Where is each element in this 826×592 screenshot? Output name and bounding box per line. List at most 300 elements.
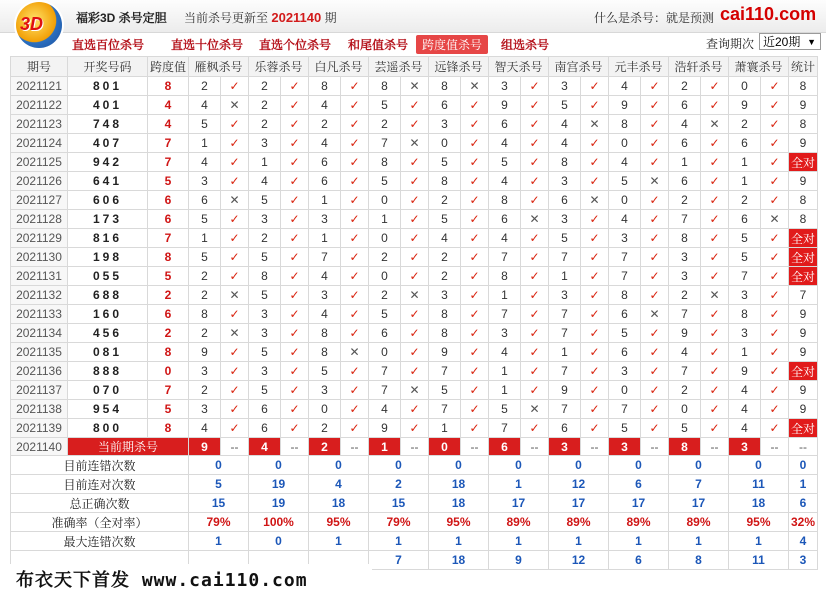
cross-icon: ✕ xyxy=(641,172,669,191)
current-kill-value: 8 xyxy=(669,438,701,456)
kill-number-cell: 3 xyxy=(669,267,701,286)
column-header-5: 白凡杀号 xyxy=(309,57,369,77)
cross-icon: ✕ xyxy=(701,115,729,134)
draw-number-cell: 401 xyxy=(68,96,148,115)
correct-count-cell: 9 xyxy=(789,400,818,419)
kill-number-cell: 1 xyxy=(249,153,281,172)
current-kill-value: 3 xyxy=(609,438,641,456)
span-value-cell: 8 xyxy=(148,343,189,362)
pending-dash: -- xyxy=(521,438,549,456)
check-icon: ✓ xyxy=(581,362,609,381)
draw-number-cell: 942 xyxy=(68,153,148,172)
check-icon: ✓ xyxy=(401,362,429,381)
summary-value: 1 xyxy=(369,532,429,551)
check-icon: ✓ xyxy=(401,324,429,343)
current-kill-value: 6 xyxy=(489,438,521,456)
draw-number-cell: 160 xyxy=(68,305,148,324)
kill-number-cell: 3 xyxy=(549,286,581,305)
kill-number-cell: 3 xyxy=(189,362,221,381)
summary-row xyxy=(11,494,818,513)
period-cell: 2021126 xyxy=(11,172,68,191)
summary-total: 4 xyxy=(789,532,818,551)
check-icon: ✓ xyxy=(401,343,429,362)
summary-total: 6 xyxy=(789,494,818,513)
summary-row xyxy=(11,532,818,551)
kill-number-cell: 8 xyxy=(429,324,461,343)
summary-value: 15 xyxy=(369,494,429,513)
tab-4[interactable]: 跨度值杀号 xyxy=(416,35,488,54)
kill-number-cell: 2 xyxy=(309,419,341,438)
pending-dash: -- xyxy=(341,438,369,456)
tab-3[interactable]: 和尾值杀号 xyxy=(348,38,409,52)
kill-number-cell: 7 xyxy=(609,400,641,419)
check-icon: ✓ xyxy=(401,153,429,172)
check-icon: ✓ xyxy=(341,229,369,248)
table-row xyxy=(11,77,818,96)
kill-number-cell: 7 xyxy=(549,400,581,419)
check-icon: ✓ xyxy=(221,267,249,286)
draw-number-cell: 800 xyxy=(68,419,148,438)
summary-value: 0 xyxy=(549,456,609,475)
kill-number-cell: 2 xyxy=(189,324,221,343)
kill-number-cell: 4 xyxy=(369,400,401,419)
kill-number-cell: 8 xyxy=(669,229,701,248)
period-select[interactable] xyxy=(759,33,821,50)
summary-value: 0 xyxy=(189,456,249,475)
kill-number-cell: 9 xyxy=(429,343,461,362)
summary-value: 89% xyxy=(489,513,549,532)
kill-number-cell: 3 xyxy=(549,77,581,96)
pending-dash: -- xyxy=(281,438,309,456)
summary-value: 17 xyxy=(489,494,549,513)
check-icon: ✓ xyxy=(401,419,429,438)
kill-number-cell: 5 xyxy=(249,248,281,267)
kill-number-cell: 6 xyxy=(369,324,401,343)
summary-row xyxy=(11,513,818,532)
table-row xyxy=(11,210,818,229)
summary-value: 95% xyxy=(729,513,789,532)
check-icon: ✓ xyxy=(461,248,489,267)
check-icon: ✓ xyxy=(521,267,549,286)
kill-number-cell: 8 xyxy=(609,115,641,134)
draw-number-cell: 055 xyxy=(68,267,148,286)
check-icon: ✓ xyxy=(641,286,669,305)
check-icon: ✓ xyxy=(641,153,669,172)
kill-number-cell: 7 xyxy=(309,248,341,267)
kill-number-cell: 6 xyxy=(669,134,701,153)
draw-number-cell: 407 xyxy=(68,134,148,153)
correct-count-cell: 9 xyxy=(789,96,818,115)
kill-number-cell: 1 xyxy=(489,381,521,400)
column-header-9: 南宫杀号 xyxy=(549,57,609,77)
kill-number-cell: 2 xyxy=(249,96,281,115)
pending-dash: -- xyxy=(701,438,729,456)
cross-icon: ✕ xyxy=(401,134,429,153)
check-icon: ✓ xyxy=(341,77,369,96)
pending-dash: -- xyxy=(401,438,429,456)
correct-count-cell: 8 xyxy=(789,115,818,134)
summary-value: 12 xyxy=(549,475,609,494)
period-cell: 2021128 xyxy=(11,210,68,229)
check-icon: ✓ xyxy=(281,305,309,324)
update-info xyxy=(184,9,337,26)
check-icon: ✓ xyxy=(521,324,549,343)
kill-number-cell: 4 xyxy=(609,153,641,172)
check-icon: ✓ xyxy=(581,286,609,305)
period-cell: 2021137 xyxy=(11,381,68,400)
kill-number-cell: 5 xyxy=(549,229,581,248)
check-icon: ✓ xyxy=(341,305,369,324)
kill-number-cell: 0 xyxy=(369,343,401,362)
draw-number-cell: 748 xyxy=(68,115,148,134)
check-icon: ✓ xyxy=(281,267,309,286)
check-icon: ✓ xyxy=(401,229,429,248)
summary-value: 89% xyxy=(549,513,609,532)
check-icon: ✓ xyxy=(581,96,609,115)
check-icon: ✓ xyxy=(401,210,429,229)
span-value-cell: 7 xyxy=(148,381,189,400)
period-cell: 2021130 xyxy=(11,248,68,267)
what-is-kill-link[interactable]: 什么是杀号：就是预测 xyxy=(594,11,715,25)
all-correct-badge: 全对 xyxy=(789,362,818,381)
check-icon: ✓ xyxy=(221,381,249,400)
all-correct-badge: 全对 xyxy=(789,419,818,438)
summary-value: 95% xyxy=(309,513,369,532)
summary-value: 18 xyxy=(729,494,789,513)
check-icon: ✓ xyxy=(461,153,489,172)
period-cell: 2021131 xyxy=(11,267,68,286)
span-value-cell: 5 xyxy=(148,267,189,286)
summary-value: 1 xyxy=(189,532,249,551)
check-icon: ✓ xyxy=(581,172,609,191)
footer-text: 布衣天下首发 www.cai110.com xyxy=(16,570,308,591)
check-icon: ✓ xyxy=(281,172,309,191)
check-icon: ✓ xyxy=(401,305,429,324)
table-row xyxy=(11,267,818,286)
check-icon: ✓ xyxy=(341,191,369,210)
draw-number-cell: 888 xyxy=(68,362,148,381)
kill-number-cell: 5 xyxy=(249,191,281,210)
check-icon: ✓ xyxy=(341,172,369,191)
kill-number-cell: 1 xyxy=(549,343,581,362)
kill-number-cell: 5 xyxy=(189,115,221,134)
kill-number-cell: 6 xyxy=(729,134,761,153)
kill-number-cell: 5 xyxy=(249,286,281,305)
check-icon: ✓ xyxy=(221,419,249,438)
check-icon: ✓ xyxy=(221,305,249,324)
kill-number-cell: 7 xyxy=(489,419,521,438)
check-icon: ✓ xyxy=(701,210,729,229)
kill-number-table xyxy=(10,56,818,570)
summary-value: 95% xyxy=(429,513,489,532)
table-row xyxy=(11,381,818,400)
summary-value: 1 xyxy=(669,532,729,551)
check-icon: ✓ xyxy=(641,248,669,267)
kill-number-cell: 5 xyxy=(189,248,221,267)
summary-value: 0 xyxy=(729,456,789,475)
check-icon: ✓ xyxy=(701,191,729,210)
correct-count-cell: 9 xyxy=(789,324,818,343)
kill-number-cell: 7 xyxy=(549,248,581,267)
span-value-cell: 8 xyxy=(148,419,189,438)
cross-icon: ✕ xyxy=(761,210,789,229)
kill-number-cell: 0 xyxy=(369,267,401,286)
summary-total: 0 xyxy=(789,456,818,475)
kill-number-cell: 2 xyxy=(429,191,461,210)
kill-number-cell: 2 xyxy=(669,191,701,210)
check-icon: ✓ xyxy=(281,286,309,305)
check-icon: ✓ xyxy=(281,96,309,115)
kill-number-cell: 7 xyxy=(369,134,401,153)
check-icon: ✓ xyxy=(221,362,249,381)
span-value-cell: 2 xyxy=(148,324,189,343)
kill-number-cell: 1 xyxy=(189,134,221,153)
summary-value: 17 xyxy=(549,494,609,513)
table-row xyxy=(11,305,818,324)
period-cell: 2021136 xyxy=(11,362,68,381)
kill-number-cell: 6 xyxy=(309,153,341,172)
kill-number-cell: 6 xyxy=(429,96,461,115)
correct-count-cell: 9 xyxy=(789,381,818,400)
check-icon: ✓ xyxy=(581,134,609,153)
span-value-cell: 6 xyxy=(148,210,189,229)
all-correct-badge: 全对 xyxy=(789,248,818,267)
draw-number-cell: 173 xyxy=(68,210,148,229)
check-icon: ✓ xyxy=(281,324,309,343)
summary-body xyxy=(11,456,818,570)
kill-number-cell: 8 xyxy=(549,153,581,172)
pending-dash: -- xyxy=(461,438,489,456)
check-icon: ✓ xyxy=(281,419,309,438)
check-icon: ✓ xyxy=(341,267,369,286)
kill-number-cell: 2 xyxy=(249,77,281,96)
check-icon: ✓ xyxy=(221,153,249,172)
kill-number-cell: 7 xyxy=(669,305,701,324)
check-icon: ✓ xyxy=(461,305,489,324)
cross-icon: ✕ xyxy=(221,96,249,115)
summary-value: 0 xyxy=(249,456,309,475)
kill-number-cell: 8 xyxy=(309,324,341,343)
kill-number-cell: 5 xyxy=(489,153,521,172)
kill-number-cell: 2 xyxy=(369,248,401,267)
table-row xyxy=(11,172,818,191)
period-cell: 2021121 xyxy=(11,77,68,96)
draw-number-cell: 801 xyxy=(68,77,148,96)
check-icon: ✓ xyxy=(341,248,369,267)
cross-icon: ✕ xyxy=(221,324,249,343)
check-icon: ✓ xyxy=(341,324,369,343)
check-icon: ✓ xyxy=(341,210,369,229)
kill-number-cell: 1 xyxy=(189,229,221,248)
kill-number-cell: 9 xyxy=(669,324,701,343)
kill-number-cell: 7 xyxy=(549,324,581,343)
check-icon: ✓ xyxy=(281,153,309,172)
draw-number-cell: 816 xyxy=(68,229,148,248)
summary-value: 5 xyxy=(189,475,249,494)
summary-value: 89% xyxy=(669,513,729,532)
current-kill-value: 1 xyxy=(369,438,401,456)
table-row xyxy=(11,324,818,343)
check-icon: ✓ xyxy=(761,96,789,115)
kill-number-cell: 5 xyxy=(729,229,761,248)
draw-number-cell: 456 xyxy=(68,324,148,343)
check-icon: ✓ xyxy=(701,248,729,267)
table-row xyxy=(11,229,818,248)
kill-number-cell: 3 xyxy=(249,362,281,381)
tab-0[interactable]: 直选百位杀号 xyxy=(72,38,145,52)
summary-value: 11 xyxy=(729,475,789,494)
span-value-cell: 6 xyxy=(148,305,189,324)
kill-number-cell: 2 xyxy=(429,267,461,286)
check-icon: ✓ xyxy=(521,419,549,438)
span-value-cell: 4 xyxy=(148,115,189,134)
tab-5[interactable]: 组选杀号 xyxy=(501,38,550,52)
check-icon: ✓ xyxy=(281,229,309,248)
kill-number-cell: 2 xyxy=(669,381,701,400)
summary-value: 1 xyxy=(489,532,549,551)
check-icon: ✓ xyxy=(761,419,789,438)
check-icon: ✓ xyxy=(461,324,489,343)
kill-number-cell: 4 xyxy=(489,172,521,191)
period-cell: 2021134 xyxy=(11,324,68,343)
check-icon: ✓ xyxy=(581,343,609,362)
column-header-6: 芸遥杀号 xyxy=(369,57,429,77)
period-select-value: 近20期 xyxy=(763,35,801,49)
summary-value: 1 xyxy=(429,532,489,551)
check-icon: ✓ xyxy=(641,134,669,153)
check-icon: ✓ xyxy=(761,381,789,400)
check-icon: ✓ xyxy=(521,115,549,134)
lottery-logo-icon xyxy=(16,2,62,48)
check-icon: ✓ xyxy=(521,248,549,267)
check-icon: ✓ xyxy=(281,248,309,267)
table-row xyxy=(11,286,818,305)
check-icon: ✓ xyxy=(701,96,729,115)
check-icon: ✓ xyxy=(401,400,429,419)
check-icon: ✓ xyxy=(401,191,429,210)
correct-count-cell: 9 xyxy=(789,343,818,362)
correct-count-cell: 8 xyxy=(789,210,818,229)
summary-label: 准确率（全对率） xyxy=(11,513,189,532)
kill-number-cell: 7 xyxy=(609,248,641,267)
kill-number-cell: 0 xyxy=(609,134,641,153)
summary-value: 89% xyxy=(609,513,669,532)
kill-number-cell: 4 xyxy=(249,172,281,191)
cross-icon: ✕ xyxy=(221,191,249,210)
kill-number-cell: 1 xyxy=(309,229,341,248)
check-icon: ✓ xyxy=(461,96,489,115)
check-icon: ✓ xyxy=(461,115,489,134)
column-header-0: 期号 xyxy=(11,57,68,77)
kill-number-cell: 6 xyxy=(489,210,521,229)
summary-value: 79% xyxy=(189,513,249,532)
kill-number-cell: 1 xyxy=(369,210,401,229)
draw-number-cell: 081 xyxy=(68,343,148,362)
current-kill-value: 9 xyxy=(189,438,221,456)
kill-number-cell: 9 xyxy=(369,419,401,438)
cross-icon: ✕ xyxy=(521,210,549,229)
check-icon: ✓ xyxy=(641,381,669,400)
kill-number-cell: 6 xyxy=(609,343,641,362)
summary-value: 0 xyxy=(309,456,369,475)
span-value-cell: 0 xyxy=(148,362,189,381)
span-value-cell: 5 xyxy=(148,400,189,419)
kill-number-cell: 5 xyxy=(429,210,461,229)
kill-number-cell: 4 xyxy=(729,381,761,400)
draw-number-cell: 070 xyxy=(68,381,148,400)
kill-number-cell: 8 xyxy=(429,172,461,191)
check-icon: ✓ xyxy=(701,77,729,96)
check-icon: ✓ xyxy=(461,419,489,438)
kill-number-cell: 3 xyxy=(609,229,641,248)
check-icon: ✓ xyxy=(581,248,609,267)
table-row xyxy=(11,191,818,210)
kill-number-cell: 2 xyxy=(729,191,761,210)
kill-number-cell: 3 xyxy=(309,381,341,400)
pending-dash: -- xyxy=(221,438,249,456)
kill-number-cell: 0 xyxy=(609,381,641,400)
kill-number-cell: 8 xyxy=(369,153,401,172)
check-icon: ✓ xyxy=(341,419,369,438)
check-icon: ✓ xyxy=(401,96,429,115)
check-icon: ✓ xyxy=(281,400,309,419)
kill-number-cell: 9 xyxy=(189,343,221,362)
check-icon: ✓ xyxy=(701,153,729,172)
brand-title: 福彩3D 杀号定胆 xyxy=(76,11,167,25)
check-icon: ✓ xyxy=(521,362,549,381)
span-value-cell: 7 xyxy=(148,134,189,153)
kill-number-cell: 1 xyxy=(549,267,581,286)
check-icon: ✓ xyxy=(641,191,669,210)
kill-number-cell: 5 xyxy=(669,419,701,438)
check-icon: ✓ xyxy=(641,77,669,96)
correct-count-cell: 9 xyxy=(789,134,818,153)
check-icon: ✓ xyxy=(581,419,609,438)
tab-2[interactable]: 直选个位杀号 xyxy=(259,38,332,52)
check-icon: ✓ xyxy=(221,343,249,362)
period-cell: 2021133 xyxy=(11,305,68,324)
check-icon: ✓ xyxy=(521,172,549,191)
kill-number-cell: 4 xyxy=(189,96,221,115)
kill-number-cell: 5 xyxy=(429,153,461,172)
current-issue-body xyxy=(11,438,818,456)
check-icon: ✓ xyxy=(761,229,789,248)
kill-number-cell: 6 xyxy=(309,172,341,191)
check-icon: ✓ xyxy=(281,191,309,210)
check-icon: ✓ xyxy=(581,210,609,229)
check-icon: ✓ xyxy=(521,229,549,248)
kill-number-cell: 7 xyxy=(729,267,761,286)
current-kill-value: 0 xyxy=(429,438,461,456)
check-icon: ✓ xyxy=(761,267,789,286)
kill-number-cell: 8 xyxy=(429,305,461,324)
check-icon: ✓ xyxy=(461,400,489,419)
summary-value: 6 xyxy=(609,475,669,494)
check-icon: ✓ xyxy=(701,229,729,248)
summary-value: 17 xyxy=(609,494,669,513)
check-icon: ✓ xyxy=(761,153,789,172)
check-icon: ✓ xyxy=(701,400,729,419)
tab-1[interactable]: 直选十位杀号 xyxy=(171,38,244,52)
query-label: 查询期次 xyxy=(706,37,755,51)
check-icon: ✓ xyxy=(641,96,669,115)
check-icon: ✓ xyxy=(521,153,549,172)
kill-number-cell: 3 xyxy=(669,248,701,267)
kill-number-cell: 2 xyxy=(369,115,401,134)
kill-number-cell: 6 xyxy=(609,305,641,324)
current-period-cell: 2021140 xyxy=(11,438,68,456)
logo-text: 3D xyxy=(20,14,44,34)
